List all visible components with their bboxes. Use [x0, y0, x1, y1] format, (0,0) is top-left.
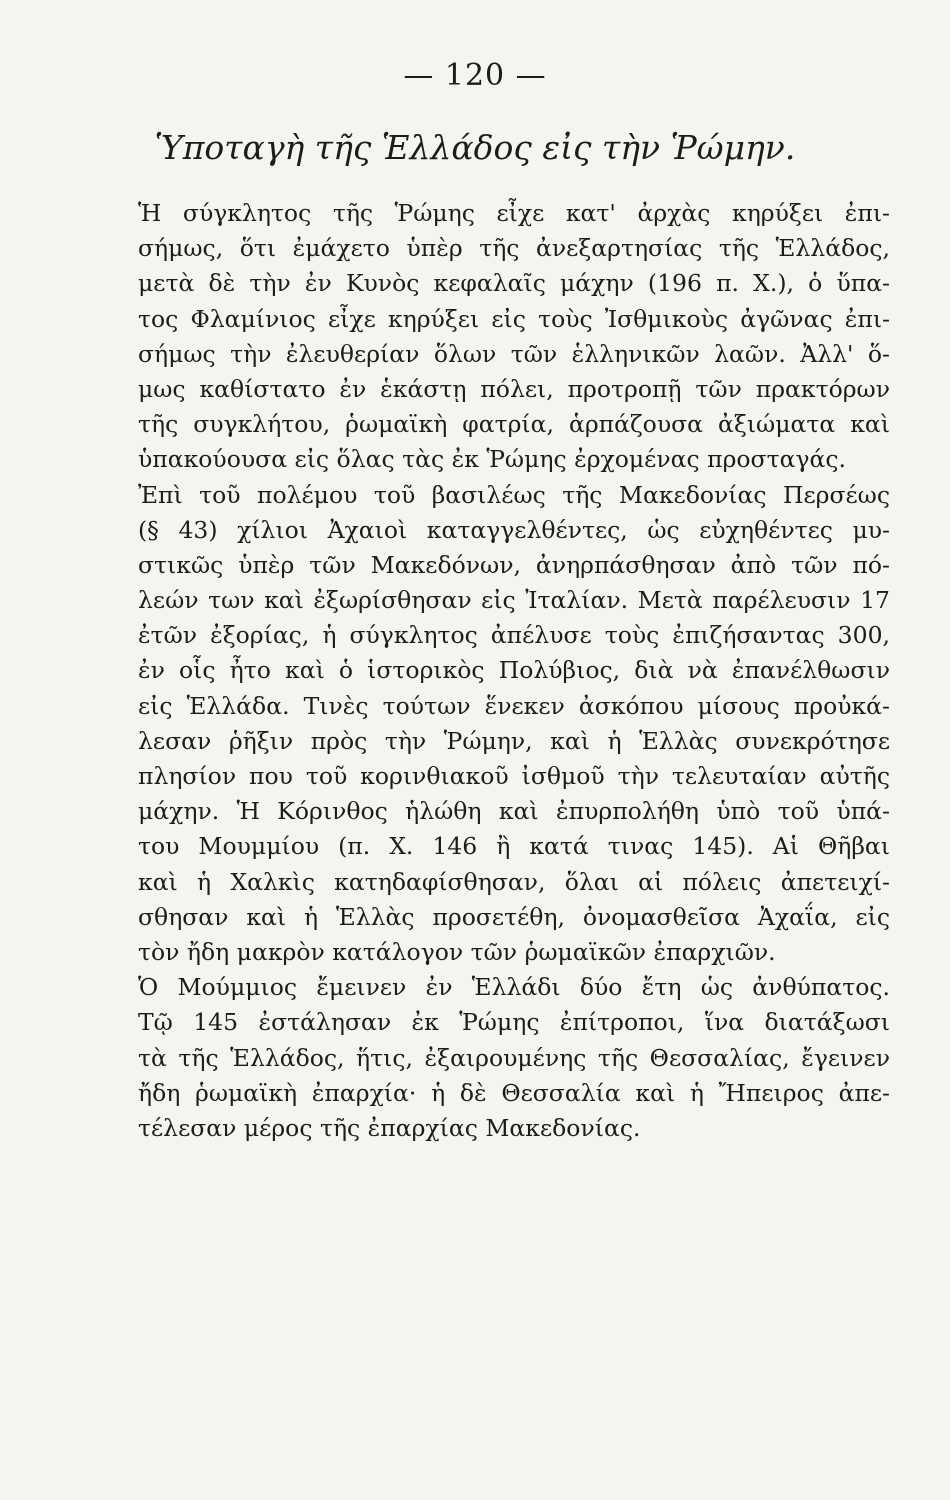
text-line: Ὁ Μούμμιος ἔμεινεν ἐν Ἑλλάδι δύο ἔτη ὡς ἀνθύπατος. [138, 973, 890, 1002]
text-line: ὑπακούουσα εἰς ὅλας τὰς ἐκ Ῥώμης ἐρχομένας προσταγάς. [138, 445, 846, 474]
text-line: λεών των καὶ ἐξωρίσθησαν εἰς Ἰταλίαν. Μετὰ παρέλευσιν 17 [138, 586, 890, 615]
text-line: ἐτῶν ἐξορίας, ἡ σύγκλητος ἀπέλυσε τοὺς ἐπιζήσαντας 300, [138, 621, 890, 650]
text-line: μετὰ δὲ τὴν ἐν Κυνὸς κεφαλαῖς μάχην (196 π. Χ.), ὁ ὕπα- [138, 269, 890, 298]
text-line: Ἐπὶ τοῦ πολέμου τοῦ βασιλέως τῆς Μακεδονίας Περσέως [138, 480, 890, 509]
body-text [138, 196, 890, 1146]
text-line: μως καθίστατο ἐν ἑκάστῃ πόλει, προτροπῇ τῶν πρακτόρων [138, 374, 890, 403]
text-line: στικῶς ὑπὲρ τῶν Μακεδόνων, ἀνηρπάσθησαν ἀπὸ τῶν πό- [138, 550, 890, 579]
text-line: Ἡ σύγκλητος τῆς Ῥώμης εἶχε κατ' ἀρχὰς κηρύξει ἐπι- [138, 199, 890, 227]
text-line: σήμως τὴν ἐλευθερίαν ὅλων τῶν ἑλληνικῶν λαῶν. Ἀλλ' ὅ- [138, 339, 890, 368]
text-line: τῆς συγκλήτου, ῥωμαϊκὴ φατρία, ἁρπάζουσα ἀξιώματα καὶ [138, 410, 890, 439]
text-line: λεσαν ῥῆξιν πρὸς τὴν Ῥώμην, καὶ ἡ Ἑλλὰς συνεκρότησε [138, 726, 890, 755]
text-line: πλησίον που τοῦ κορινθιακοῦ ἰσθμοῦ τὴν τελευταίαν αὐτῆς [138, 762, 890, 790]
text-line: του Μουμμίου (π. Χ. 146 ἢ κατά τινας 145). Αἱ Θῆβαι [138, 832, 890, 861]
text-line: (§ 43) χίλιοι Ἀχαιοὶ καταγγελθέντες, ὡς εὐχηθέντες μυ- [138, 515, 890, 544]
text-line: τος Φλαμίνιος εἶχε κηρύξει εἰς τοὺς Ἰσθμικοὺς ἀγῶνας ἐπι- [138, 304, 890, 333]
text-line: Τῷ 145 ἐστάλησαν ἐκ Ῥώμης ἐπίτροποι, ἵνα διατάξωσι [138, 1008, 890, 1037]
text-line: εἰς Ἑλλάδα. Τινὲς τούτων ἕνεκεν ἀσκόπου μίσους προὐκά- [138, 691, 890, 720]
page-number: — 120 — [403, 58, 547, 93]
text-line: τέλεσαν μέρος τῆς ἐπαρχίας Μακεδονίας. [138, 1113, 641, 1142]
text-line: ἤδη ῥωμαϊκὴ ἐπαρχία· ἡ δὲ Θεσσαλία καὶ ἡ Ἤπειρος ἀπε- [138, 1078, 890, 1107]
text-line: σήμως, ὅτι ἐμάχετο ὑπὲρ τῆς ἀνεξαρτησίας τῆς Ἑλλάδος, [138, 234, 890, 263]
text-line: τὰ τῆς Ἑλλάδος, ἥτις, ἐξαιρουμένης τῆς Θεσσαλίας, ἔγεινεν [138, 1043, 890, 1072]
text-line: ἐν οἷς ἦτο καὶ ὁ ἱστορικὸς Πολύβιος, διὰ νὰ ἐπανέλθωσιν [138, 656, 890, 685]
text-line: τὸν ἤδη μακρὸν κατάλογον τῶν ῥωμαϊκῶν ἐπαρχιῶν. [138, 937, 776, 966]
text-line: καὶ ἡ Χαλκὶς κατηδαφίσθησαν, ὅλαι αἱ πόλεις ἀπετειχί- [138, 867, 890, 896]
text-line: μάχην. Ἡ Κόρινθος ἡλώθη καὶ ἐπυρπολήθη ὑπὸ τοῦ ὑπά- [138, 797, 890, 826]
text-line: σθησαν καὶ ἡ Ἑλλὰς προσετέθη, ὀνομασθεῖσα Ἀχαΐα, εἰς [138, 902, 890, 931]
chapter-title: Ὑποταγὴ τῆς Ἑλλάδος εἰς τὴν Ῥώμην. [154, 128, 796, 167]
